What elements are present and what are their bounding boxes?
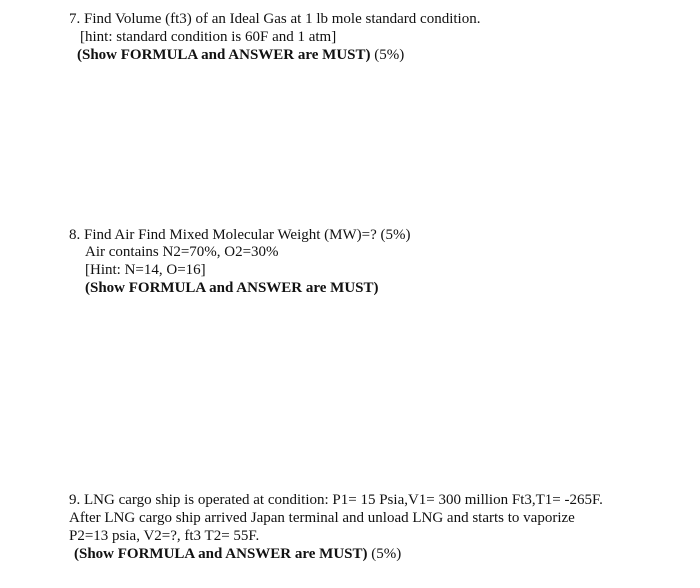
question-7-points: (5%) bbox=[370, 47, 405, 63]
question-9-line-2: After LNG cargo ship arrived Japan terminal and unload LNG and starts to vaporize bbox=[69, 510, 575, 526]
question-8-title: 8. Find Air Find Mixed Molecular Weight (MW)=? (5%) bbox=[69, 227, 411, 243]
question-9-instruction: (Show FORMULA and ANSWER are MUST) bbox=[74, 546, 368, 562]
question-7-title: 7. Find Volume (ft3) of an Ideal Gas at 1 lb mole standard condition. bbox=[69, 11, 481, 27]
question-8-instruction: (Show FORMULA and ANSWER are MUST) bbox=[85, 280, 379, 296]
question-8-hint: [Hint: N=14, O=16] bbox=[85, 262, 206, 278]
question-9-line-3: P2=13 psia, V2=?, ft3 T2= 55F. bbox=[69, 528, 260, 544]
question-9-points: (5%) bbox=[367, 546, 402, 562]
question-7-instruction-line bbox=[77, 46, 404, 64]
question-9-title: 9. LNG cargo ship is operated at condition: P1= 15 Psia,V1= 300 million Ft3,T1= -265F. bbox=[69, 492, 603, 508]
question-7-hint: [hint: standard condition is 60F and 1 atm] bbox=[80, 29, 337, 45]
question-8-composition: Air contains N2=70%, O2=30% bbox=[85, 244, 279, 260]
question-7-instruction: (Show FORMULA and ANSWER are MUST) bbox=[77, 47, 371, 63]
question-9-instruction-line bbox=[74, 545, 401, 563]
